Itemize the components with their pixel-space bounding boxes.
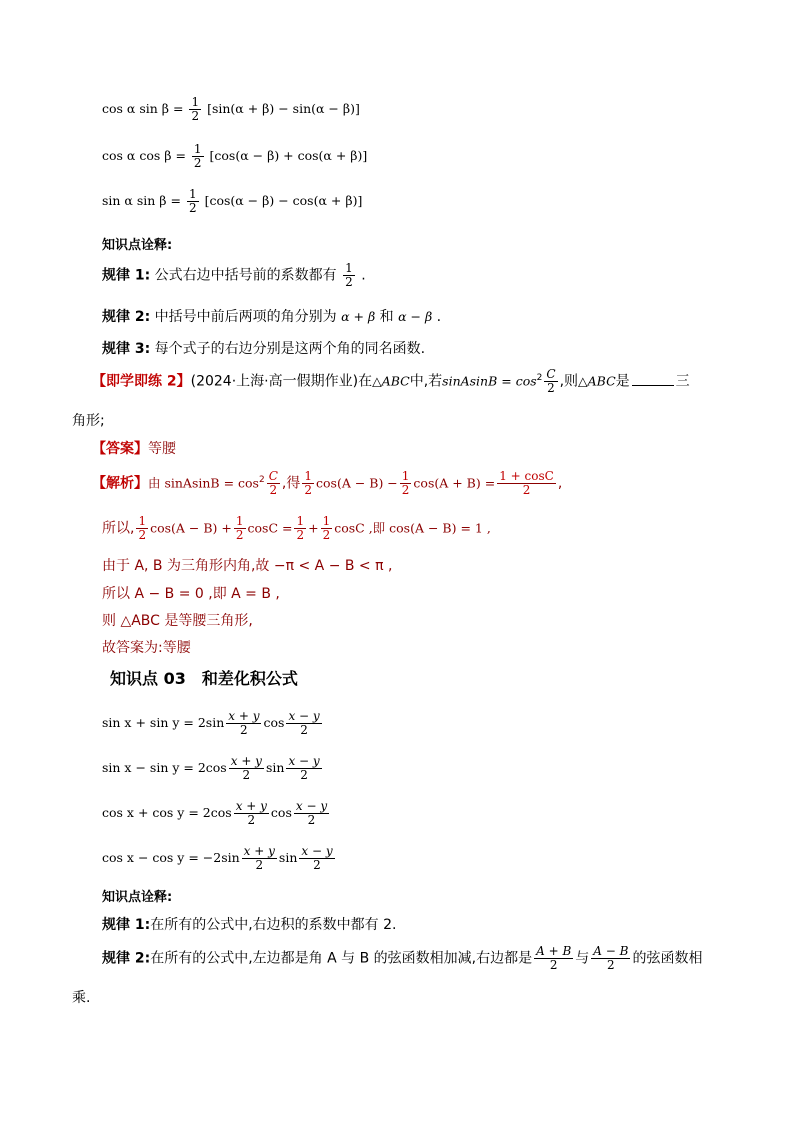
analysis-tag: 【解析】 — [92, 475, 148, 492]
fraction-a-plus-b: $\frac{A + B}{2}$ — [536, 944, 572, 972]
fraction-half: $\frac{1}{2}$ — [304, 469, 312, 497]
power: 2 — [536, 372, 543, 383]
exercise-tag: 【即学即练 2】 — [92, 373, 191, 390]
formula-cosx-minus-cosy — [102, 845, 337, 872]
exercise-text: 中,若 — [409, 373, 443, 390]
rule-label: 规律 3: — [102, 341, 151, 357]
formula-mid: sin — [265, 760, 285, 775]
formula-mid: sin — [278, 850, 298, 865]
rule-1 — [102, 262, 366, 289]
fraction-half: $\frac{1}{2}$ — [235, 514, 244, 542]
rule-text: 在所有的公式中,右边积的系数中都有 2. — [150, 917, 397, 933]
fraction-half: $\frac{1}{2}$ — [401, 469, 410, 497]
formula-mid: cos — [270, 805, 292, 820]
analysis-text: 由 sinAsinB = cos — [148, 475, 259, 491]
rule-label: 规律 2: — [102, 309, 151, 325]
analysis-line-2 — [102, 515, 491, 542]
fraction-half: $\frac{1}{2}$ — [138, 514, 147, 542]
analysis-text: 所以, — [102, 520, 135, 537]
fraction-x-minus-y: $\frac{x - y}{2}$ — [295, 799, 328, 827]
formula-cos-cos — [102, 143, 367, 170]
rule-end: . — [436, 309, 442, 325]
angle-sum: α + β — [341, 309, 376, 324]
fraction-c-half: $\frac{C}{2}$ — [268, 469, 278, 497]
exercise-line-1 — [92, 368, 690, 395]
answer-line — [92, 438, 176, 458]
rule-and: 与 — [575, 950, 590, 967]
fraction-half: $\frac{1}{2}$ — [193, 142, 202, 170]
rule-label: 规律 2: — [102, 950, 151, 967]
formula-lhs: cos α sin β = — [102, 101, 184, 116]
fraction-x-minus-y: $\frac{x - y}{2}$ — [288, 709, 320, 737]
formula-lhs: sin x − sin y = 2cos — [102, 760, 227, 775]
formula-mid: cos — [263, 715, 285, 730]
fraction-half: $\frac{1}{2}$ — [191, 95, 200, 123]
answer-blank — [632, 373, 674, 386]
formula-lhs: sin α sin β = — [102, 193, 181, 208]
formula-sin-sin — [102, 188, 362, 215]
fraction-x-plus-y: $\frac{x + y}{2}$ — [243, 844, 275, 872]
formula-cosx-plus-cosy — [102, 800, 331, 827]
fraction-x-minus-y: $\frac{x - y}{2}$ — [288, 754, 320, 782]
rule-2 — [102, 945, 702, 972]
rule-end: . — [361, 267, 366, 284]
fraction-cos: $\frac{1 + \cos C}{2}$ — [499, 469, 554, 497]
notes-title: 知识点诠释: — [102, 890, 173, 905]
answer-text: 等腰 — [148, 441, 176, 457]
exercise-text: 三 — [675, 373, 690, 390]
fraction-half: $\frac{1}{2}$ — [345, 261, 353, 289]
formula-lhs: cos x + cos y = 2cos — [102, 805, 232, 820]
rule-3 — [102, 338, 425, 358]
fraction-c-half: $\frac{C}{2}$ — [546, 367, 556, 395]
fraction-half: $\frac{1}{2}$ — [296, 514, 305, 542]
exercise-text: ,则 — [559, 373, 579, 390]
rule-text: 在所有的公式中,左边都是角 A 与 B 的弦函数相加减,右边都是 — [150, 950, 533, 967]
exercise-text: 是 — [615, 373, 630, 390]
fraction-x-minus-y: $\frac{x - y}{2}$ — [301, 844, 333, 872]
rule-label: 规律 1: — [102, 917, 151, 933]
rule-text: 中括号中前后两项的角分别为 — [154, 309, 337, 325]
fraction-half: $\frac{1}{2}$ — [188, 187, 197, 215]
analysis-text: cosC = — [247, 520, 293, 536]
angle-diff: α − β — [398, 309, 433, 324]
rule-and: 和 — [379, 309, 394, 325]
notes-title: 知识点诠释: — [102, 238, 173, 253]
formula-lhs: cos α cos β = — [102, 148, 186, 163]
power: 2 — [258, 474, 265, 485]
analysis-line-5: 则 △ABC 是等腰三角形, — [102, 613, 253, 629]
rule-label: 规律 1: — [102, 267, 151, 284]
formula-rhs: [cos(α − β) − cos(α + β)] — [204, 193, 363, 208]
fraction-x-plus-y: $\frac{x + y}{2}$ — [228, 709, 260, 737]
formula-sinx-plus-siny — [102, 710, 324, 737]
equation: sinAsinB = cos — [442, 373, 537, 389]
triangle: △ABC — [578, 373, 616, 389]
rule-text: 的弦函数相 — [632, 950, 703, 967]
fraction-half: $\frac{1}{2}$ — [322, 514, 331, 542]
fraction-x-plus-y: $\frac{x + y}{2}$ — [230, 754, 262, 782]
analysis-text: + — [308, 520, 319, 536]
formula-rhs: [sin(α + β) − sin(α − β)] — [207, 101, 360, 116]
formula-lhs: sin x + sin y = 2sin — [102, 715, 225, 730]
rule-2-line-2: 乘. — [72, 990, 91, 1006]
fraction-x-plus-y: $\frac{x + y}{2}$ — [235, 799, 267, 827]
analysis-line-6: 故答案为:等腰 — [102, 640, 191, 656]
exercise-source: (2024·上海·高一假期作业)在 — [190, 373, 373, 390]
rule-2 — [102, 306, 441, 326]
formula-lhs: cos x − cos y = −2sin — [102, 850, 240, 865]
formula-sinx-minus-siny — [102, 755, 324, 782]
analysis-text: , — [557, 475, 563, 492]
fraction-a-minus-b: $\frac{A - B}{2}$ — [593, 944, 629, 972]
exercise-line-2: 角形; — [72, 413, 105, 429]
analysis-line-1 — [92, 470, 562, 497]
analysis-line-4: 所以 A − B = 0 ,即 A = B , — [102, 586, 280, 602]
formula-rhs: [cos(α − β) + cos(α + β)] — [209, 148, 368, 163]
analysis-line-3: 由于 A, B 为三角形内角,故 −π < A − B < π , — [102, 558, 393, 574]
rule-text: 公式右边中括号前的系数都有 — [154, 267, 337, 284]
answer-tag: 【答案】 — [92, 441, 148, 457]
triangle: △ABC — [372, 373, 410, 389]
analysis-text: cos(A − B) − — [316, 475, 398, 491]
rule-1 — [102, 914, 396, 934]
rule-text: 每个式子的右边分别是这两个角的同名函数. — [154, 341, 426, 357]
analysis-text: ,得 — [281, 475, 301, 492]
analysis-text: cosC ,即 cos(A − B) = 1 , — [334, 520, 491, 536]
analysis-text: cos(A − B) + — [150, 520, 232, 536]
section-heading: 知识点 03 和差化积公式 — [110, 669, 298, 688]
formula-cos-sin — [102, 96, 360, 123]
analysis-text: cos(A + B) = — [413, 475, 496, 491]
